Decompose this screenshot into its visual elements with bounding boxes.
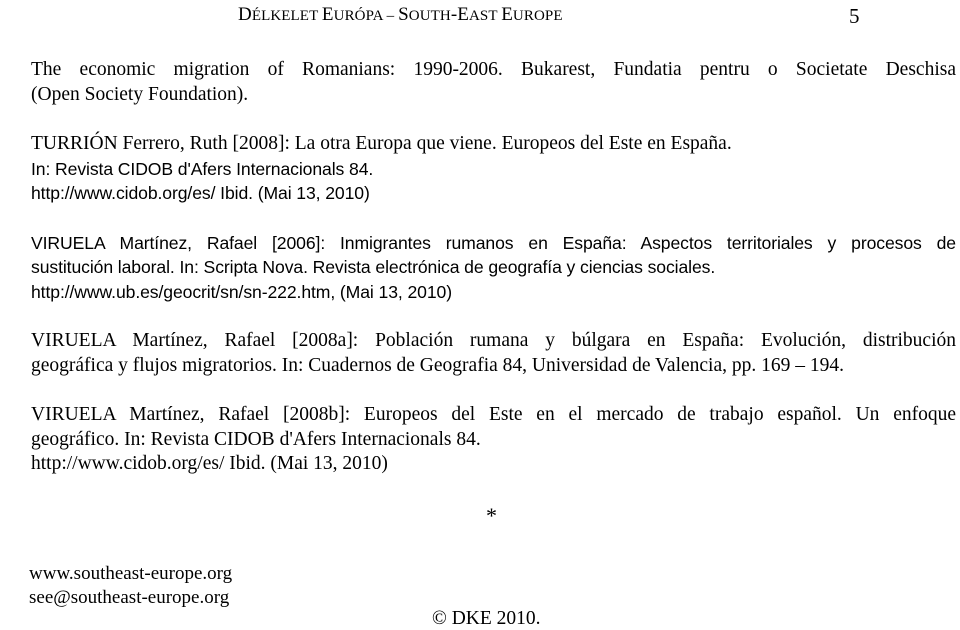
copyright-notice: © DKE 2010. xyxy=(432,608,541,629)
reference-gap xyxy=(31,378,956,403)
reference-line: VIRUELA Martínez, Rafael [2006]: Inmigrantes rumanos en España: Aspectos territoriales y procesos de xyxy=(31,232,956,253)
journal-title-part: S xyxy=(398,4,409,25)
journal-title xyxy=(238,4,563,26)
running-header xyxy=(0,4,960,30)
page-number: 5 xyxy=(849,4,860,28)
reference-entry-continued xyxy=(31,157,956,206)
reference-line: The economic migration of Romanians: 1990-2006. Bukarest, Fundatia pentru o Societate Deschisa xyxy=(31,59,956,80)
footer-contact xyxy=(29,562,232,610)
reference-line: In: Revista CIDOB d'Afers Internacionals 84. xyxy=(31,158,374,179)
reference-line: geográfico. In: Revista CIDOB d'Afers Internacionals 84. xyxy=(31,428,481,450)
reference-gap xyxy=(31,206,956,231)
journal-title-part: AST xyxy=(468,8,502,24)
journal-title-part: ÉLKELET xyxy=(251,8,322,24)
reference-line: (Open Society Foundation). xyxy=(31,83,249,105)
reference-entry xyxy=(31,403,956,477)
reference-entry xyxy=(31,329,956,378)
reference-line: TURRIÓN Ferrero, Ruth [2008]: La otra Europa que viene. Europeos del Este en España. xyxy=(31,133,732,154)
reference-line: http://www.ub.es/geocrit/sn/sn-222.htm, (Mai 13, 2010) xyxy=(31,281,452,302)
journal-title-part: D xyxy=(238,4,252,25)
reference-entry xyxy=(31,231,956,305)
reference-entry xyxy=(31,132,956,157)
email-link[interactable]: see@southeast-europe.org xyxy=(29,587,230,608)
section-separator: * xyxy=(486,503,497,528)
journal-title-part: E xyxy=(321,4,334,25)
reference-line: geográfica y flujos migratorios. In: Cuadernos de Geografia 84, Universidad de Valencia, pp. 169 – 194. xyxy=(31,354,845,376)
reference-line: sustitución laboral. In: Scripta Nova. Revista electrónica de geografía y ciencias sociales. xyxy=(31,257,716,277)
journal-title-part: E xyxy=(501,4,513,25)
website-link[interactable]: www.southeast-europe.org xyxy=(29,563,233,584)
reference-line: http://www.cidob.org/es/ Ibid. (Mai 13, 2010) xyxy=(31,453,388,474)
reference-gap xyxy=(31,107,956,132)
reference-entry xyxy=(31,58,956,107)
journal-title-part: UROPE xyxy=(512,8,563,24)
journal-title-part: -E xyxy=(450,4,469,25)
reference-line: VIRUELA Martínez, Rafael [2008b]: Europeos del Este en el mercado de trabajo español. Un enfoque xyxy=(31,404,956,425)
reference-gap xyxy=(31,304,956,329)
reference-list xyxy=(31,58,956,477)
reference-line: VIRUELA Martínez, Rafael [2008a]: Población rumana y búlgara en España: Evolución, distribución xyxy=(31,330,956,351)
reference-line: http://www.cidob.org/es/ Ibid. (Mai 13, 2010) xyxy=(31,183,370,203)
journal-title-part: URÓPA – xyxy=(333,8,399,24)
journal-title-part: OUTH xyxy=(408,8,451,24)
